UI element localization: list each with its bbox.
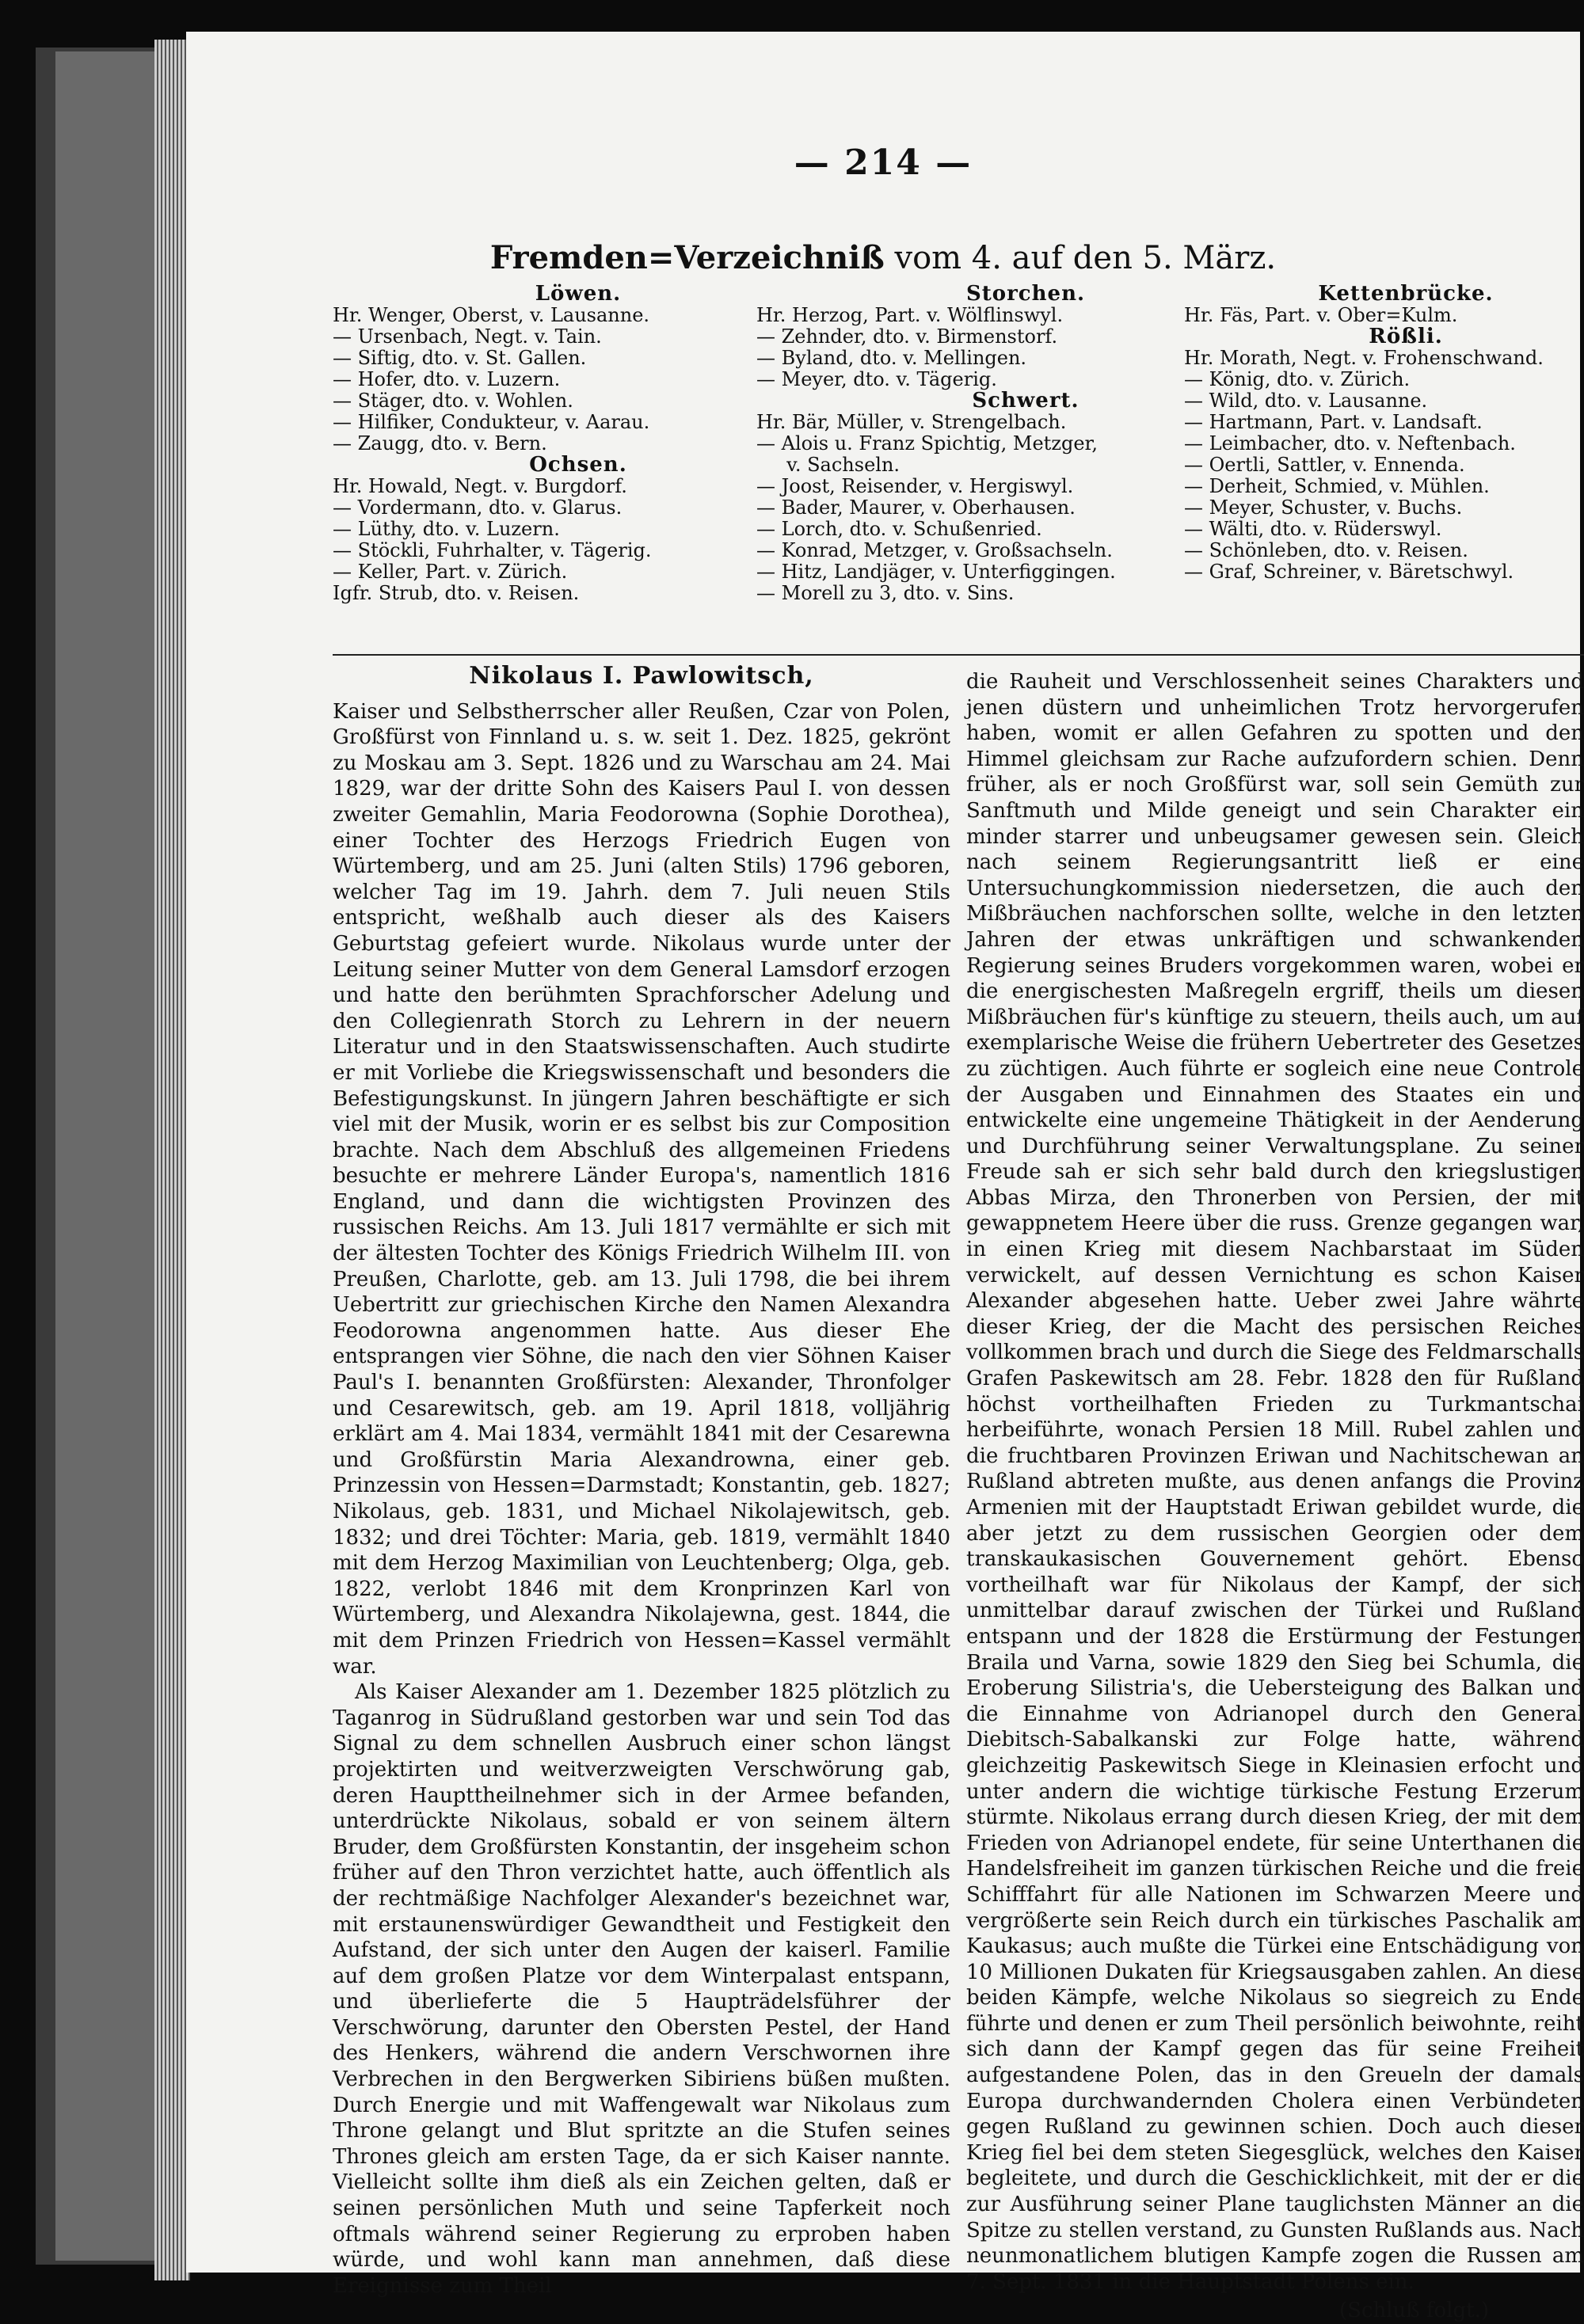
fremden-title xyxy=(186,239,1580,276)
guest-entry: v. Sachseln. xyxy=(756,454,901,476)
page-number: — 214 — xyxy=(794,143,973,183)
article-title: Nikolaus I. Pawlowitsch, xyxy=(469,662,814,690)
guest-list xyxy=(333,305,824,455)
guest-entry: Hr. Fäs, Part. v. Ober=Kulm. xyxy=(1184,304,1458,326)
guest-entry: — Wild, dto. v. Lausanne. xyxy=(1184,390,1428,412)
guest-column-3 xyxy=(1184,283,1584,583)
hotel-heading: Schwert. xyxy=(972,389,1079,413)
guest-entry: — Lorch, dto. v. Schußenried. xyxy=(756,518,1042,540)
section-divider xyxy=(333,654,1584,656)
guest-entry: — Morell zu 3, dto. v. Sins. xyxy=(756,582,1015,604)
guest-entry: — Meyer, Schuster, v. Buchs. xyxy=(1184,496,1463,519)
guest-entry: — Siftig, dto. v. St. Gallen. xyxy=(333,347,587,369)
guest-entry: — Konrad, Metzger, v. Großsachseln. xyxy=(756,539,1113,561)
guest-entry: — König, dto. v. Zürich. xyxy=(1184,368,1411,390)
hotel-heading: Rößli. xyxy=(1369,325,1443,348)
guest-entry: — Stäger, dto. v. Wohlen. xyxy=(333,390,573,412)
guest-entry: — Schönleben, dto. v. Reisen. xyxy=(1184,539,1468,561)
book-edge-inner xyxy=(55,51,158,2261)
guest-entry: Igfr. Strub, dto. v. Reisen. xyxy=(333,582,580,604)
guest-entry: — Alois u. Franz Spichtig, Metzger, xyxy=(756,432,1099,455)
guest-entry: — Wälti, dto. v. Rüderswyl. xyxy=(1184,518,1442,540)
guest-entry: — Stöckli, Fuhrhalter, v. Tägerig. xyxy=(333,539,652,561)
guest-entry: — Joost, Reisender, v. Hergiswyl. xyxy=(756,475,1074,497)
article-paragraph: Als Kaiser Alexander am 1. Dezember 1825 plötzlich zu Taganrog in Südrußland gestorben war und sein Tod das Signal zu dem schnellen Ausbruch einer schon längst projektirten und weitverzweigten Verschwörung gab, deren Haupttheilnehmer sich in der Armee befanden, unterdrückte Nikolaus, sobald er von seinem ältern Bruder, dem Großfürsten Konstantin, der insgeheim schon früher auf den Thron verzichtet hatte, auch öffentlich als der rechtmäßige Nachfolger Alexander's bezeichnet war, mit erstaunenswürdiger Gewandtheit und Festigkeit den Aufstand, der sich unter den Augen der kaiserl. Familie auf dem großen Platze vor dem Winterpalast entspann, und überlieferte die 5 Haupträdelsführer der Verschwörung, darunter den Obersten Pestel, der Hand des Henkers, während die andern Verschwornen ihre Verbrechen in den Bergwerken Sibiriens büßen mußten. Durch Energie und mit Waffengewalt war Nikolaus zum Throne gelangt und Blut spritzte an die Stufen seines Thrones gleich am ersten Tage, da er sich Kaiser nannte. Vielleicht sollte ihm dieß als ein Zeichen gelten, daß er seinen persönlichen Muth und seine Tapferkeit noch oftmals während seiner Regierung zu erproben haben würde, und wohl kann man annehmen, daß diese Ereignisse zum Theil xyxy=(333,1680,950,2298)
continuation-note: (Schluß folgt.) xyxy=(1338,2299,1489,2323)
page-stack-edges xyxy=(154,40,190,2280)
guest-entry: — Zaugg, dto. v. Bern. xyxy=(333,432,547,455)
guest-column-1 xyxy=(333,283,824,604)
article-paragraph: Kaiser und Selbstherrscher aller Reußen, Czar von Polen, Großfürst von Finnland u. s. w. seit 1. Dez. 1825, gekrönt zu Moskau am 3. Sept. 1826 und zu Warschau am 24. Mai 1829, war der dritte Sohn des Kaisers Paul I. von dessen zweiter Gemahlin, Maria Feodorowna (Sophie Dorothea), einer Tochter des Herzogs Friedrich Eugen von Würtemberg, und am 25. Juni (alten Stils) 1796 geboren, welcher Tag im 19. Jahrh. dem 7. Juli neuen Stils entspricht, weßhalb auch dieser als des Kaisers Geburtstag gefeiert wurde. Nikolaus wurde unter der Leitung seiner Mutter von dem General Lamsdorf erzogen und hatte den berühmten Sprachforscher Adelung und den Collegienrath Storch zu Lehrern in der neuern Literatur und in den Staatswissenschaften. Auch studirte er mit Vorliebe die Kriegswissenschaft und besonders die Befestigungskunst. In jüngern Jahren beschäftigte er sich viel mit der Musik, worin er es selbst bis zur Composition brachte. Nach dem Abschluß des allgemeinen Friedens besuchte er mehrere Länder Europa's, namentlich 1816 England, und dann die wichtigsten Provinzen des russischen Reichs. Am 13. Juli 1817 vermählte er sich mit der ältesten Tochter des Königs Friedrich Wilhelm III. von Preußen, Charlotte, geb. am 13. Juli 1798, die bei ihrem Uebertritt zur griechischen Kirche den Namen Alexandra Feodorowna angenommen hatte. Aus dieser Ehe entsprangen vier Söhne, die nach den vier Söhnen Kaiser Paul's I. benannten Großfürsten: Alexander, Thronfolger und Cesarewitsch, geb. am 19. April 1818, volljährig erklärt am 4. Mai 1834, vermählt 1841 mit der Cesarewna und Großfürstin Maria Alexandrowna, einer geb. Prinzessin von Hessen=Darmstadt; Konstantin, geb. 1827; Nikolaus, geb. 1831, und Michael Nikolajewitsch, geb. 1832; und drei Töchter: Maria, geb. 1819, vermählt 1840 mit dem Herzog Maximilian von Leuchtenberg; Olga, geb. 1822, verlobt 1846 mit dem Kronprinzen Karl von Würtemberg, und Alexandra Nikolajewna, gest. 1844, die mit dem Prinzen Friedrich von Hessen=Kassel vermählt war. xyxy=(333,699,950,1679)
guest-entry: — Lüthy, dto. v. Luzern. xyxy=(333,518,560,540)
fremden-title-bold: Fremden=Verzeichniß xyxy=(489,239,885,276)
guest-entry: — Oertli, Sattler, v. Ennenda. xyxy=(1184,454,1465,476)
guest-entry: Hr. Herzog, Part. v. Wölflinswyl. xyxy=(756,304,1064,326)
guest-entry: — Leimbacher, dto. v. Neftenbach. xyxy=(1184,432,1516,455)
guest-entry: — Byland, dto. v. Mellingen. xyxy=(756,347,1027,369)
guest-list xyxy=(1184,305,1584,326)
guest-entry: — Ursenbach, Negt. v. Tain. xyxy=(333,325,602,348)
guest-entry: Hr. Wenger, Oberst, v. Lausanne. xyxy=(333,304,650,326)
article-column-right xyxy=(966,669,1584,2324)
newspaper-page xyxy=(186,32,1584,2323)
guest-list xyxy=(333,476,824,604)
guest-entry: — Hitz, Landjäger, v. Unterfiggingen. xyxy=(756,561,1116,583)
guest-entry: — Hilfiker, Condukteur, v. Aarau. xyxy=(333,411,650,433)
fremden-title-date: vom 4. auf den 5. März. xyxy=(884,240,1277,276)
article-column-left xyxy=(333,662,950,2299)
guest-entry: — Graf, Schreiner, v. Bäretschwyl. xyxy=(1184,561,1514,583)
guest-entry: — Bader, Maurer, v. Oberhausen. xyxy=(756,496,1076,519)
hotel-heading: Kettenbrücke. xyxy=(1318,282,1494,306)
guest-entry: — Vordermann, dto. v. Glarus. xyxy=(333,496,623,519)
guest-entry: — Keller, Part. v. Zürich. xyxy=(333,561,568,583)
guest-list xyxy=(1184,348,1584,583)
guest-entry: Hr. Bär, Müller, v. Strengelbach. xyxy=(756,411,1067,433)
guest-entry: — Derheit, Schmied, v. Mühlen. xyxy=(1184,475,1490,497)
hotel-heading: Ochsen. xyxy=(529,453,627,477)
hotel-heading: Löwen. xyxy=(535,282,622,306)
article-paragraph: die Rauheit und Verschlossenheit seines Charakters und jenen düstern und unheimlichen Trotz hervorgerufen haben, womit er allen Gefahren zu spotten und den Himmel gleichsam zur Rache aufzufordern schien. Denn früher, als er noch Großfürst war, soll sein Gemüth zur Sanftmuth und Milde geneigt und sein Charakter ein minder starrer und unbeugsamer gewesen sein. Gleich nach seinem Regierungsantritt ließ er eine Untersuchungkommission niedersetzen, die auch den Mißbräuchen nachforschen sollte, welche in den letzten Jahren der etwas unkräftigen und schwankenden Regierung seines Bruders vorgekommen waren, wobei er die energischesten Maßregeln ergriff, theils um diesen Mißbräuchen für's künftige zu steuern, theils auch, um auf exemplarische Weise die frühern Uebertreter des Gesetzes zu züchtigen. Auch führte er sogleich eine neue Controle der Ausgaben und Einnahmen des Staates ein und entwickelte eine ungemeine Thätigkeit in der Aenderung und Durchführung seiner Verwaltungsplane. Zu seiner Freude sah er sich sehr bald durch den kriegslustigen Abbas Mirza, den Thronerben von Persien, der mit gewappnetem Heere über die russ. Grenze gegangen war, in einen Krieg mit diesem Nachbarstaat im Süden verwickelt, auf dessen Vernichtung es schon Kaiser Alexander abgesehen hatte. Ueber zwei Jahre währte dieser Krieg, der die Macht des persischen Reiches vollkommen brach und durch die Siege des Feldmarschalls Grafen Paskewitsch am 28. Febr. 1828 den für Rußland höchst vortheilhaften Frieden zu Turkmantschai herbeiführte, wonach Persien 18 Mill. Rubel zahlen und die fruchtbaren Provinzen Eriwan und Nachitschewan an Rußland abtreten mußte, aus denen anfangs die Provinz Armenien mit der Hauptstadt Eriwan gebildet wurde, die aber jetzt zu dem russischen Georgien oder dem transkaukasischen Gouvernement gehört. Ebenso vortheilhaft war für Nikolaus der Kampf, der sich unmittelbar darauf zwischen der Türkei und Rußland entspann und der 1828 die Erstürmung der Festungen Braila und Varna, sowie 1829 den Sieg bei Schumla, die Eroberung Silistria's, die Uebersteigung des Balkan und die Einnahme von Adrianopel durch den General Diebitsch-Sabalkanski zur Folge hatte, während gleichzeitig Paskewitsch Siege in Kleinasien erfocht und unter andern die wichtige türkische Festung Erzerum stürmte. Nikolaus errang durch diesen Krieg, der mit dem Frieden von Adrianopel endete, für seine Unterthanen die Handelsfreiheit im ganzen türkischen Reiche und die freie Schifffahrt für alle Nationen im Schwarzen Meere und vergrößerte sein Reich durch ein türkisches Paschalik am Kaukasus; auch mußte die Türkei eine Entschädigung von 10 Millionen Dukaten für Kriegsausgaben zahlen. An diese beiden Kämpfe, welche Nikolaus so siegreich zu Ende führte und denen er zum Theil persönlich beiwohnte, reiht sich dann der Kampf gegen das für seine Freiheit aufgestandene Polen, das in den Greueln der damals Europa durchwandernden Cholera einen Verbündeten gegen Rußland zu gewinnen schien. Doch auch dieser Krieg fiel bei dem steten Siegesglück, welches den Kaiser begleitete, und durch die Geschicklichkeit, mit der er die zur Ausführung seiner Plane tauglichsten Männer an die Spitze zu stellen verstand, zu Gunsten Rußlands aus. Nach neunmonatlichem blutigen Kampfe zogen die Russen am 7. Sept. 1831 in die Hauptstadt Polens ein. xyxy=(966,670,1584,2294)
guest-entry: Hr. Howald, Negt. v. Burgdorf. xyxy=(333,475,627,497)
guest-entry: — Hartmann, Part. v. Landsaft. xyxy=(1184,411,1483,433)
guest-entry: — Meyer, dto. v. Tägerig. xyxy=(756,368,997,390)
guest-entry: Hr. Morath, Negt. v. Frohenschwand. xyxy=(1184,347,1544,369)
guest-entry: — Hofer, dto. v. Luzern. xyxy=(333,368,561,390)
hotel-heading: Storchen. xyxy=(965,282,1086,306)
guest-entry: — Zehnder, dto. v. Birmenstorf. xyxy=(756,325,1058,348)
